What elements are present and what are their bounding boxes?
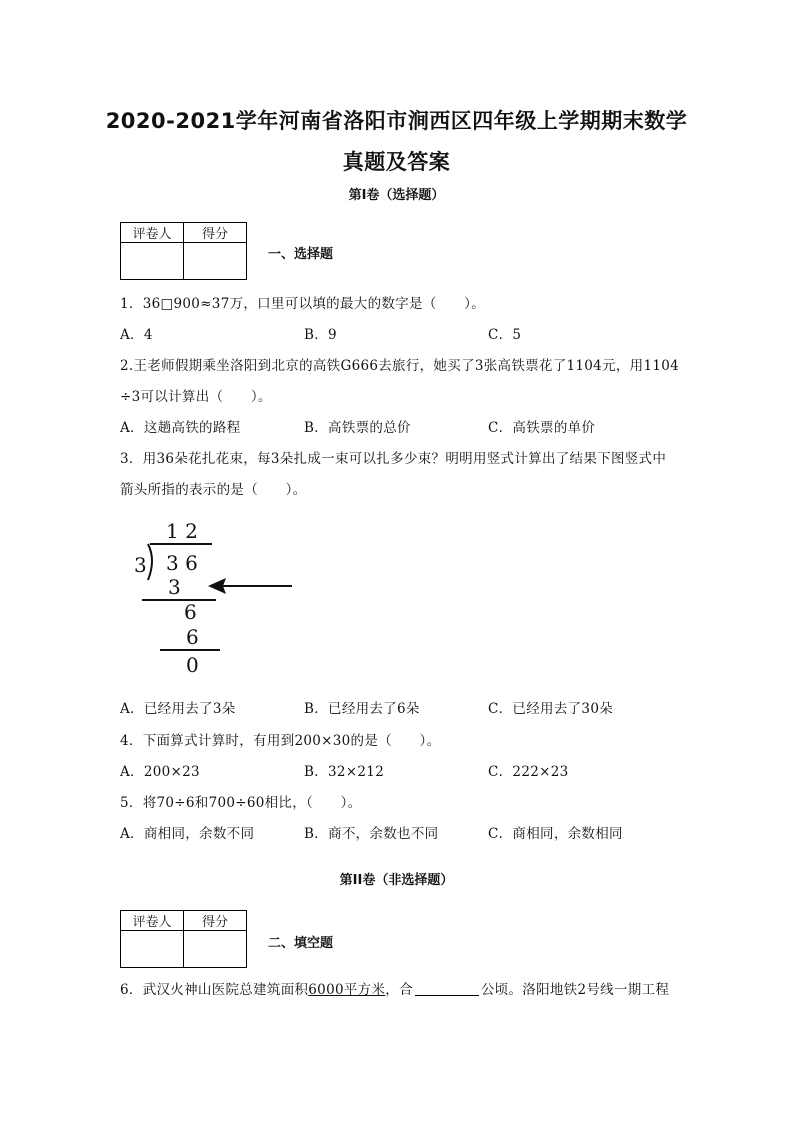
- q6-text-pre: 6．武汉火神山医院总建筑面积: [120, 982, 309, 998]
- q3-option-c: C．已经用去了30朵: [488, 701, 614, 717]
- q4-option-b: B．32×212: [304, 764, 385, 780]
- score-box-col-grader: 评卷人: [121, 911, 184, 931]
- question-1: 1．36□900≈37万，口里可以填的最大的数字是（ ）。: [120, 296, 486, 312]
- q6-text-post: 公顷。洛阳地铁2号线一期工程: [480, 982, 670, 998]
- q1-option-c: C．5: [488, 327, 522, 343]
- remainder-2: 0: [186, 653, 199, 677]
- question-2-cont: ÷3可以计算出（ ）。: [120, 389, 272, 405]
- q6-answer-blank[interactable]: [415, 982, 479, 996]
- q4-option-c: C．222×23: [488, 764, 569, 780]
- quotient-text: 1 2: [166, 519, 198, 543]
- score-box-1: [120, 222, 247, 280]
- q5-option-b: B．商不，余数也不同: [304, 826, 439, 842]
- question-3-cont: 箭头所指的表示的是（ ）。: [120, 482, 307, 498]
- q1-option-b: B．9: [304, 327, 337, 343]
- question-5: 5．将70÷6和700÷60相比，（ ）。: [120, 795, 362, 811]
- dividend-text: 3 6: [166, 551, 198, 575]
- score-box-cell: [121, 243, 184, 280]
- q5-option-a: A．商相同，余数不同: [120, 826, 255, 842]
- section-heading-choice: 一、选择题: [268, 247, 334, 262]
- page-title: 2020-2021学年河南省洛阳市涧西区四年级上学期期末数学: [105, 109, 688, 133]
- q6-text-mid: ，合: [385, 982, 413, 998]
- score-box-cell: [184, 243, 247, 280]
- q2-option-c: C．高铁票的单价: [488, 420, 596, 436]
- q1-option-a: A．4: [120, 327, 153, 343]
- q4-option-a: A．200×23: [120, 764, 200, 780]
- step-2-number: 6: [186, 625, 199, 649]
- q5-option-c: C．商相同，余数相同: [488, 826, 623, 842]
- page-title-line2: 真题及答案: [342, 150, 451, 174]
- score-box-col-grader: 评卷人: [121, 223, 184, 243]
- arrow-target-number: 3: [168, 575, 181, 599]
- section-heading-fill: 二、填空题: [268, 936, 334, 951]
- question-2: 2.王老师假期乘坐洛阳到北京的高铁G666去旅行，她买了3张高铁票花了1104元，用1104: [120, 358, 680, 374]
- score-box-col-score: 得分: [184, 223, 247, 243]
- q2-option-a: A．这趟高铁的路程: [120, 420, 241, 436]
- question-3: 3．用36朵花扎花束，每3朵扎成一束可以扎多少束？明明用竖式计算出了结果下图竖式中: [120, 451, 667, 467]
- long-division-figure: [120, 512, 310, 682]
- q6-underlined-value: 6000平方米: [308, 982, 386, 998]
- q3-option-b: B．已经用去了6朵: [304, 701, 420, 717]
- score-box-2: [120, 910, 247, 968]
- score-box-cell: [184, 931, 247, 968]
- division-bracket: [148, 544, 152, 580]
- divisor-text: 3: [134, 553, 147, 577]
- q2-option-b: B．高铁票的总价: [304, 420, 411, 436]
- question-6: [120, 978, 669, 998]
- score-box-col-score: 得分: [184, 911, 247, 931]
- part2-heading: 第II卷（非选择题）: [339, 873, 454, 888]
- part1-heading: 第I卷（选择题）: [348, 188, 445, 203]
- q3-option-a: A．已经用去了3朵: [120, 701, 236, 717]
- remainder-1: 6: [184, 600, 197, 624]
- score-box-cell: [121, 931, 184, 968]
- question-4: 4．下面算式计算时，有用到200×30的是（ ）。: [120, 733, 441, 749]
